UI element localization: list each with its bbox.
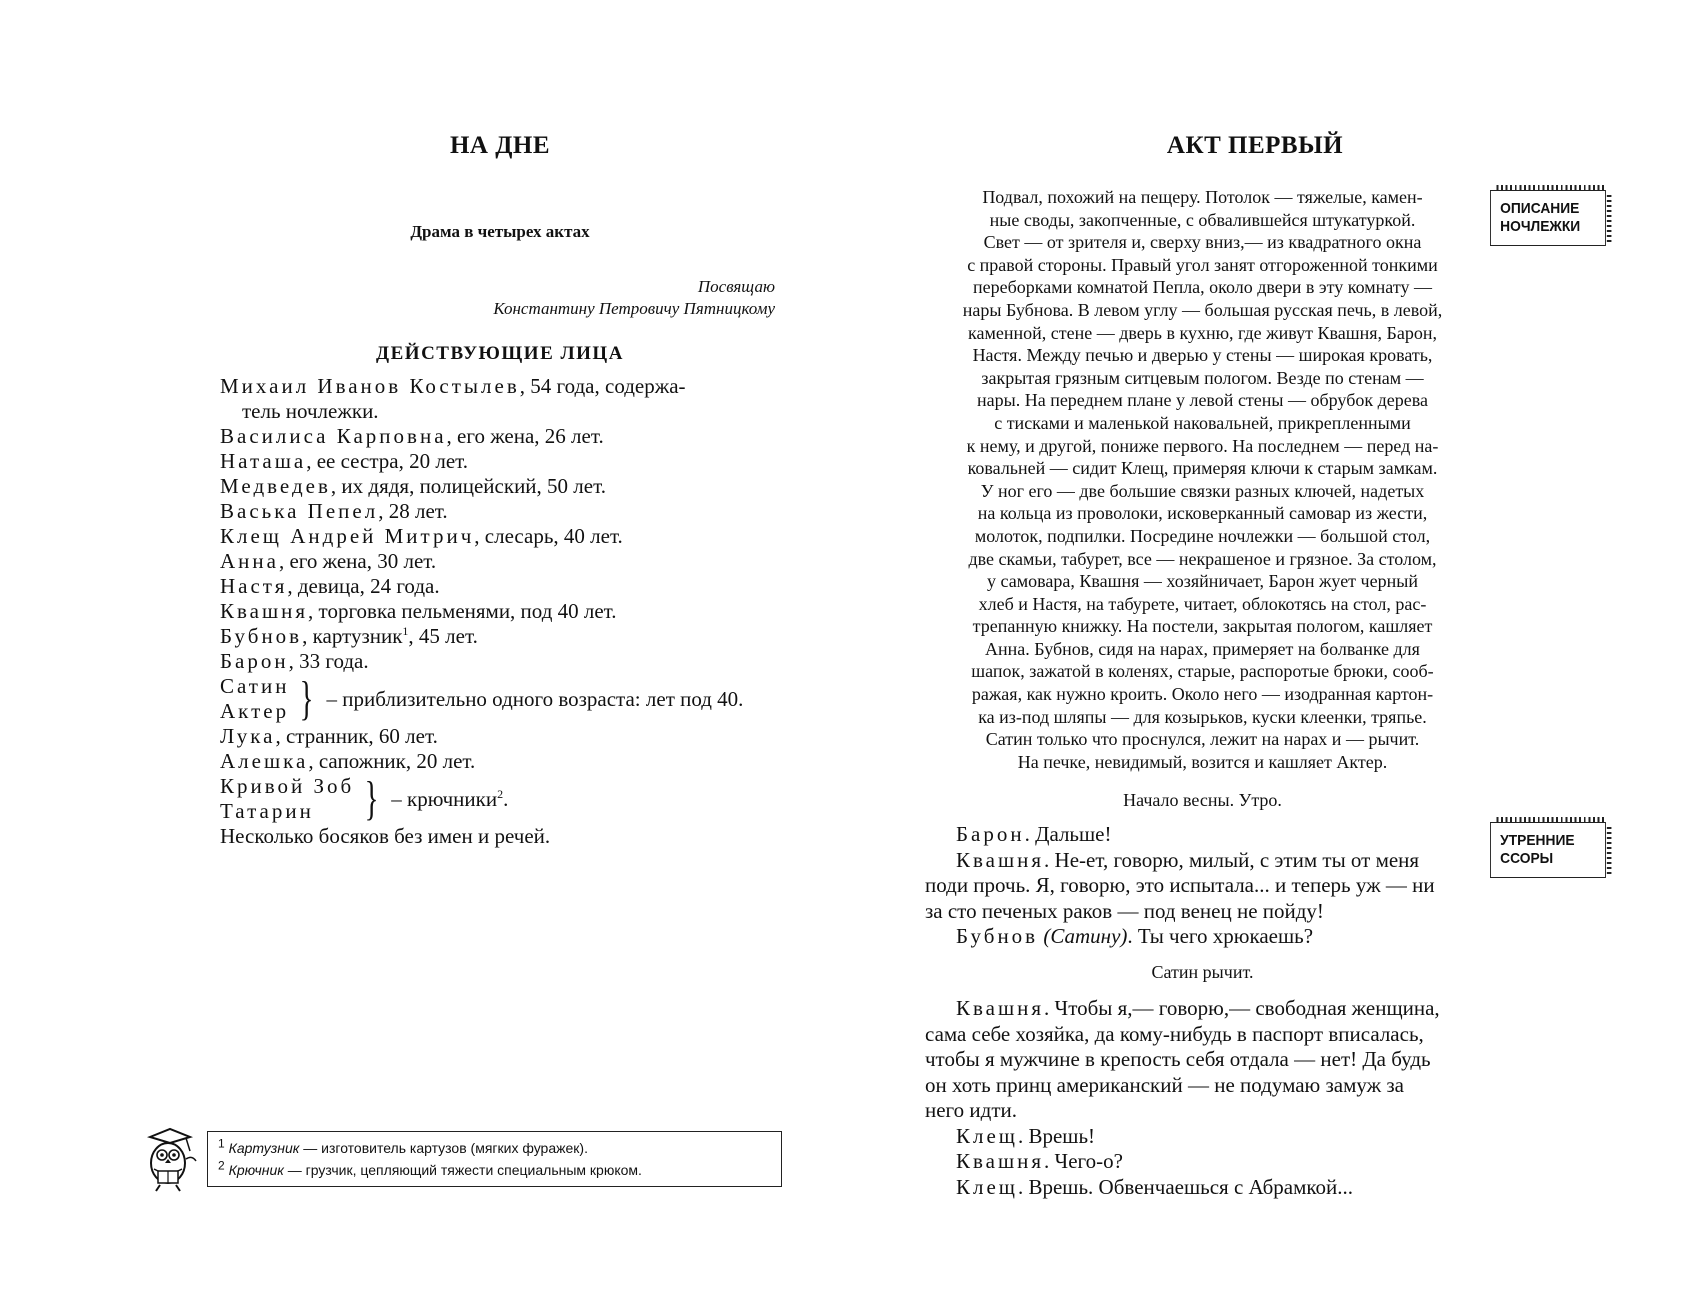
stage-note: Сатин рычит. — [1151, 962, 1254, 982]
character-name: Васька Пепел — [220, 499, 379, 523]
owl-scholar-icon — [138, 1125, 200, 1193]
dedication — [355, 276, 775, 320]
group-desc-text: – крючники — [391, 786, 498, 811]
character-name: Лука — [220, 724, 276, 748]
speech-text: . Дальше! — [1024, 822, 1112, 846]
margin-note-nochlezhka — [1490, 190, 1606, 246]
stage-line: Подвал, похожий на пещеру. Потолок — тяжелые, камен- — [982, 187, 1423, 207]
footnote-text: — грузчик, цепляющий тяжести специальным крюком. — [283, 1162, 642, 1178]
character-desc: , 28 лет. — [378, 499, 448, 523]
speech-text: него идти. — [925, 1098, 1017, 1122]
group-desc — [391, 787, 508, 812]
speech-text: . Чтобы я,— говорю,— свободная женщина, — [1044, 996, 1440, 1020]
speaker-name: Барон — [956, 822, 1025, 846]
character-name: Бубнов — [220, 624, 303, 648]
cast-item — [220, 374, 780, 424]
margin-note-line: ССОРЫ — [1500, 850, 1554, 867]
character-desc: , торговка пельменями, под 40 лет. — [308, 599, 617, 623]
speech-text: поди прочь. Я, говорю, это испытала... и теперь уж — ни — [925, 873, 1435, 897]
speech-text: чтобы я мужчине в крепость себя отдала — нет! Да будь — [925, 1047, 1431, 1071]
stage-line: к нему, и другой, пониже первого. На последнем — перед на- — [966, 435, 1439, 456]
character-name: Сатин — [220, 674, 290, 698]
cast-item — [220, 524, 780, 549]
dialog-line — [925, 822, 1480, 848]
speaker-name: Бубнов — [956, 924, 1039, 948]
cast-item — [220, 649, 780, 674]
stage-line: две скамьи, табурет, все — некрашеное и грязное. За столом, — [968, 548, 1437, 569]
dialog-line — [925, 1149, 1480, 1175]
character-desc-cont: тель ночлежки. — [242, 399, 379, 423]
group-names — [220, 774, 354, 824]
character-desc: , картузник — [302, 624, 403, 648]
character-name: Алешка — [220, 749, 309, 773]
character-name: Татарин — [220, 799, 314, 823]
character-name: Квашня — [220, 599, 309, 623]
stage-line: На печке, невидимый, возится и кашляет Актер. — [1017, 751, 1388, 772]
character-desc: , сапожник, 20 лет. — [308, 749, 476, 773]
character-name: Медведев — [220, 474, 331, 498]
group-names — [220, 674, 289, 724]
speech-text: . Не-ет, говорю, милый, с этим ты от меня — [1044, 847, 1420, 872]
brace: } — [300, 672, 314, 725]
character-desc: , 45 лет. — [408, 624, 478, 648]
stage-line: шапок, зажатой в коленях, старые, распоротые брюки, сооб- — [971, 661, 1434, 682]
margin-note-ssory — [1490, 822, 1606, 878]
footnote-term: Крючник — [228, 1162, 284, 1178]
character-desc: , странник, 60 лет. — [275, 724, 438, 748]
stage-line: с тисками и маленькой наковальней, прикрепленными — [994, 412, 1411, 433]
stage-line: Сатин только что проснулся, лежит на нарах и — рычит. — [985, 729, 1420, 750]
cast-list — [220, 374, 780, 849]
speech-text: сама себе хозяйка, да кому-нибудь в паспорт вписалась, — [925, 1021, 1424, 1046]
footnote-ref: 1 — [402, 624, 409, 638]
group-desc-end: . — [503, 786, 509, 811]
character-desc: , ее сестра, 20 лет. — [306, 449, 468, 473]
speech-text: он хоть принц американский — не подумаю замуж за — [925, 1072, 1404, 1097]
stage-line: нары. На переднем плане у левой стены — обрубок дерева — [976, 390, 1428, 411]
cast-item — [220, 749, 780, 774]
dialog-line — [925, 924, 1480, 950]
cast-item — [220, 574, 780, 599]
cast-group — [220, 774, 780, 824]
stage-line: переборками комнатой Пепла, около двери в эту комнату — — [973, 277, 1432, 298]
margin-note-line: УТРЕННИЕ — [1500, 832, 1575, 849]
character-desc: , 33 года. — [288, 649, 369, 673]
character-name: Михаил Иванов Костылев — [220, 374, 520, 398]
time-note: Начало весны. Утро. — [1123, 790, 1282, 810]
cast-item: Несколько босяков без имен и речей. — [220, 824, 551, 848]
brace: } — [364, 772, 379, 825]
footnote — [218, 1137, 771, 1159]
dialog-line — [925, 1175, 1480, 1201]
cast-group — [220, 674, 780, 724]
cast-item — [220, 599, 780, 624]
footnotes-box — [207, 1131, 782, 1187]
cast-item — [220, 624, 780, 649]
speaker-name: Квашня — [956, 1149, 1045, 1173]
stage-line: Свет — от зрителя и, сверху вниз,— из квадратного окна — [983, 232, 1422, 253]
speech-text: . Врешь! — [1017, 1123, 1096, 1148]
character-desc: , его жена, 26 лет. — [446, 424, 604, 448]
stage-line: у самовара, Квашня — хозяйничает, Барон жует черный — [987, 571, 1418, 592]
stage-line: трепанную книжку. На постели, закрытая пологом, кашляет — [972, 616, 1433, 637]
group-desc: – приблизительно одного возраста: лет под 40. — [326, 686, 744, 711]
character-name: Анна — [220, 549, 279, 573]
dedication-line: Константину Петровичу Пятницкому — [493, 299, 775, 318]
cast-heading: ДЕЙСТВУЮЩИЕ ЛИЦА — [376, 343, 624, 364]
stage-line: на кольца из проволоки, исковерканный самовар из жести, — [977, 503, 1428, 524]
character-name: Наташа — [220, 449, 307, 473]
character-name: Настя — [220, 574, 288, 598]
cast-item — [220, 724, 780, 749]
dialog-line — [925, 1124, 1480, 1150]
speaker-name: Клещ — [956, 1123, 1018, 1148]
play-subtitle: Драма в четырех актах — [410, 222, 590, 241]
speaker-name: Квашня — [956, 847, 1045, 872]
character-desc: , их дядя, полицейский, 50 лет. — [330, 474, 606, 498]
stage-direction: (Сатину) — [1043, 924, 1128, 948]
speech-text: . Чего-о? — [1044, 1149, 1123, 1173]
speaker-name: Квашня — [956, 996, 1045, 1020]
margin-note-line: НОЧЛЕЖКИ — [1500, 218, 1581, 235]
footnote-number: 2 — [218, 1158, 225, 1173]
character-name: Кривой Зоб — [220, 774, 355, 798]
dialog-block — [925, 822, 1480, 950]
footnote-number: 1 — [218, 1136, 225, 1151]
stage-line: ка из-под шляпы — для козырьков, куски клеенки, тряпье. — [978, 706, 1427, 727]
speech-text: за сто печеных раков — под венец не пойду! — [925, 898, 1324, 923]
dialog-line — [925, 848, 1480, 874]
act-title: АКТ ПЕРВЫЙ — [1166, 132, 1344, 159]
dedication-line: Посвящаю — [697, 277, 775, 296]
stage-line: ковальней — сидит Клещ, примеряя ключи к старым замкам. — [967, 458, 1438, 479]
stage-description — [925, 186, 1480, 773]
character-desc: , его жена, 30 лет. — [278, 549, 437, 573]
cast-item — [220, 449, 780, 474]
character-desc: , девица, 24 года. — [287, 574, 440, 598]
character-name: Барон — [220, 649, 289, 673]
dialog-block — [925, 996, 1480, 1200]
cast-item — [220, 424, 780, 449]
speech-text: . Врешь. Обвенчаешься с Абрамкой... — [1017, 1174, 1354, 1199]
stage-line: с правой стороны. Правый угол занят отгороженной тонкими — [967, 254, 1438, 275]
footnote-term: Картузник — [228, 1140, 300, 1156]
stage-line: Анна. Бубнов, сидя на нарах, примеряет на болванке для — [985, 638, 1420, 659]
speech-text: . Ты чего хрюкаешь? — [1127, 924, 1314, 948]
cast-item — [220, 474, 780, 499]
stage-line: закрытая грязным ситцевым пологом. Везде по стенам — — [981, 367, 1424, 388]
stage-line: У ног его — две большие связки разных ключей, надетых — [980, 480, 1425, 501]
character-desc: , слесарь, 40 лет. — [474, 524, 623, 548]
footnote — [218, 1159, 771, 1181]
character-name: Василиса Карповна — [220, 424, 447, 448]
character-desc: , 54 года, содержа- — [519, 374, 686, 398]
play-title: НА ДНЕ — [449, 132, 551, 159]
stage-line: хлеб и Настя, на табурете, читает, облокотясь на стол, рас- — [978, 593, 1427, 614]
character-name: Клещ Андрей Митрич — [220, 524, 475, 548]
stage-line: нары Бубнова. В левом углу — большая русская печь, в левой, — [962, 299, 1443, 320]
stage-line: Настя. Между печью и дверью у стены — широкая кровать, — [972, 345, 1433, 366]
dialog-line — [925, 996, 1480, 1022]
cast-item — [220, 499, 780, 524]
footnote-text: — изготовитель картузов (мягких фуражек). — [299, 1140, 588, 1156]
stage-line: ные своды, закопченные, с обвалившейся штукатуркой. — [989, 209, 1416, 230]
cast-item — [220, 549, 780, 574]
character-name: Актер — [220, 699, 290, 723]
footnote-ref: 2 — [497, 786, 504, 801]
stage-line: ражая, как нужно кроить. Около него — изодранная картон- — [971, 684, 1434, 705]
margin-note-line: ОПИСАНИЕ — [1500, 200, 1580, 217]
speaker-name: Клещ — [956, 1174, 1018, 1199]
stage-line: молоток, подпилки. Посредине ночлежки — большой стол, — [974, 525, 1431, 546]
stage-line: каменной, стене — дверь в кухню, где живут Квашня, Барон, — [968, 322, 1437, 343]
